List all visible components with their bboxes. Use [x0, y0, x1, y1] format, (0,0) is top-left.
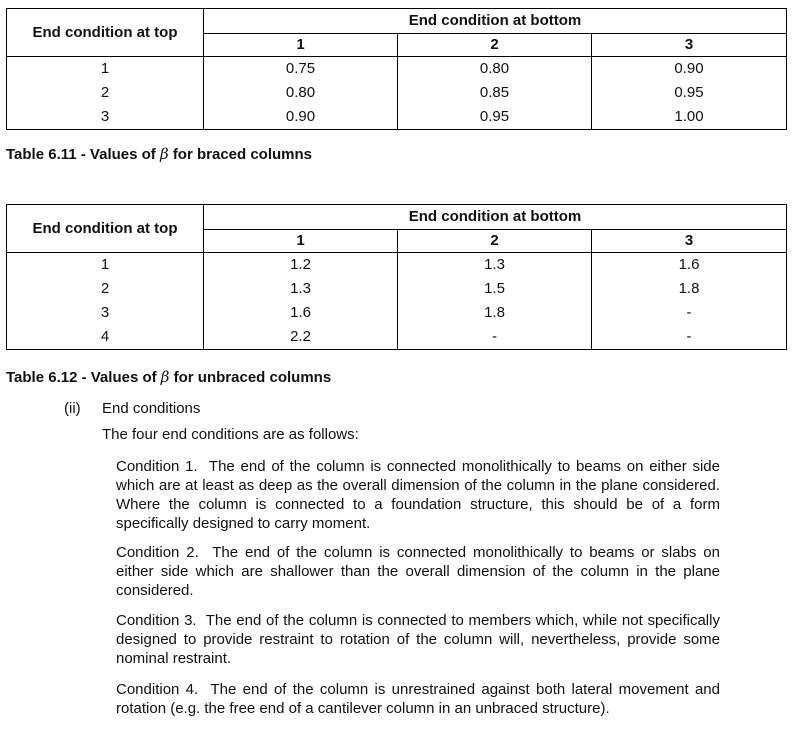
table-cell: 0.95: [398, 105, 592, 130]
group-header: End condition at bottom: [204, 9, 787, 34]
beta-symbol: β: [160, 368, 170, 386]
row-header: End condition at top: [7, 9, 204, 57]
table-cell: 0.80: [398, 57, 592, 82]
group-header: End condition at bottom: [204, 205, 787, 230]
table-row: [7, 277, 787, 301]
table-cell: 2.2: [204, 325, 398, 350]
beta-symbol: β: [159, 145, 169, 163]
condition-label: Condition 1.: [116, 458, 198, 475]
table-cell: 0.90: [592, 57, 787, 82]
table-cell: -: [592, 301, 787, 325]
column-header: 2: [398, 230, 592, 253]
column-header: 1: [204, 230, 398, 253]
condition-text: The end of the column is connected monolithically to beams on either side which are at least as deep as the overall dimension of the column in the plane considered. Where the column is connected to a foundation structure, this should be of a form specifically designed to carry moment.: [116, 458, 720, 532]
row-label: 3: [7, 105, 204, 130]
condition-text: The end of the column is unrestrained against both lateral movement and rotation (e.g. the free end of a cantilever column in an unbraced structure).: [116, 681, 720, 717]
table-row: [7, 253, 787, 278]
condition-label: Condition 3.: [116, 612, 197, 629]
condition-paragraph: [116, 543, 720, 600]
table-cell: -: [592, 325, 787, 350]
section-number: (ii): [64, 400, 81, 417]
table-cell: 0.90: [204, 105, 398, 130]
row-label: 2: [7, 277, 204, 301]
table-cell: 1.8: [398, 301, 592, 325]
condition-label: Condition 2.: [116, 544, 199, 561]
row-header: End condition at top: [7, 205, 204, 253]
row-label: 1: [7, 253, 204, 278]
table-cell: 1.00: [592, 105, 787, 130]
condition-paragraph: [116, 611, 720, 668]
table-cell: 1.2: [204, 253, 398, 278]
section-title: End conditions: [102, 400, 201, 417]
table-cell: 1.3: [398, 253, 592, 278]
column-header: 2: [398, 34, 592, 57]
table-cell: 1.6: [592, 253, 787, 278]
table-caption: [6, 368, 331, 386]
table-cell: 1.3: [204, 277, 398, 301]
caption-suffix: for unbraced columns: [173, 369, 332, 386]
table-row: [7, 325, 787, 350]
table-cell: 0.95: [592, 81, 787, 105]
condition-label: Condition 4.: [116, 681, 199, 698]
table-cell: 1.8: [592, 277, 787, 301]
table-cell: -: [398, 325, 592, 350]
row-label: 3: [7, 301, 204, 325]
table-cell: 0.75: [204, 57, 398, 82]
table-caption: [6, 145, 312, 163]
condition-paragraph: [116, 457, 720, 533]
table-unbraced-columns: [6, 204, 787, 350]
column-header: 3: [592, 230, 787, 253]
section-intro: The four end conditions are as follows:: [102, 426, 359, 443]
condition-paragraph: [116, 680, 720, 718]
row-label: 4: [7, 325, 204, 350]
column-header: 1: [204, 34, 398, 57]
condition-text: The end of the column is connected to members which, while not specifically designed to provide restraint to rotation of the column will, nevertheless, provide some nominal restraint.: [116, 612, 720, 667]
row-label: 1: [7, 57, 204, 82]
caption-suffix: for braced columns: [172, 146, 313, 163]
condition-text: The end of the column is connected monolithically to beams or slabs on either side which are shallower than the overall dimension of the column in the plane considered.: [116, 544, 720, 599]
table-row: [7, 105, 787, 130]
caption-prefix: Table 6.12 - Values of: [6, 369, 157, 386]
table-cell: 0.85: [398, 81, 592, 105]
table-braced-columns: [6, 8, 787, 130]
table-cell: 1.5: [398, 277, 592, 301]
column-header: 3: [592, 34, 787, 57]
table-row: [7, 57, 787, 82]
table-cell: 0.80: [204, 81, 398, 105]
table-row: [7, 301, 787, 325]
caption-prefix: Table 6.11 - Values of: [6, 146, 156, 163]
row-label: 2: [7, 81, 204, 105]
table-cell: 1.6: [204, 301, 398, 325]
table-row: [7, 81, 787, 105]
